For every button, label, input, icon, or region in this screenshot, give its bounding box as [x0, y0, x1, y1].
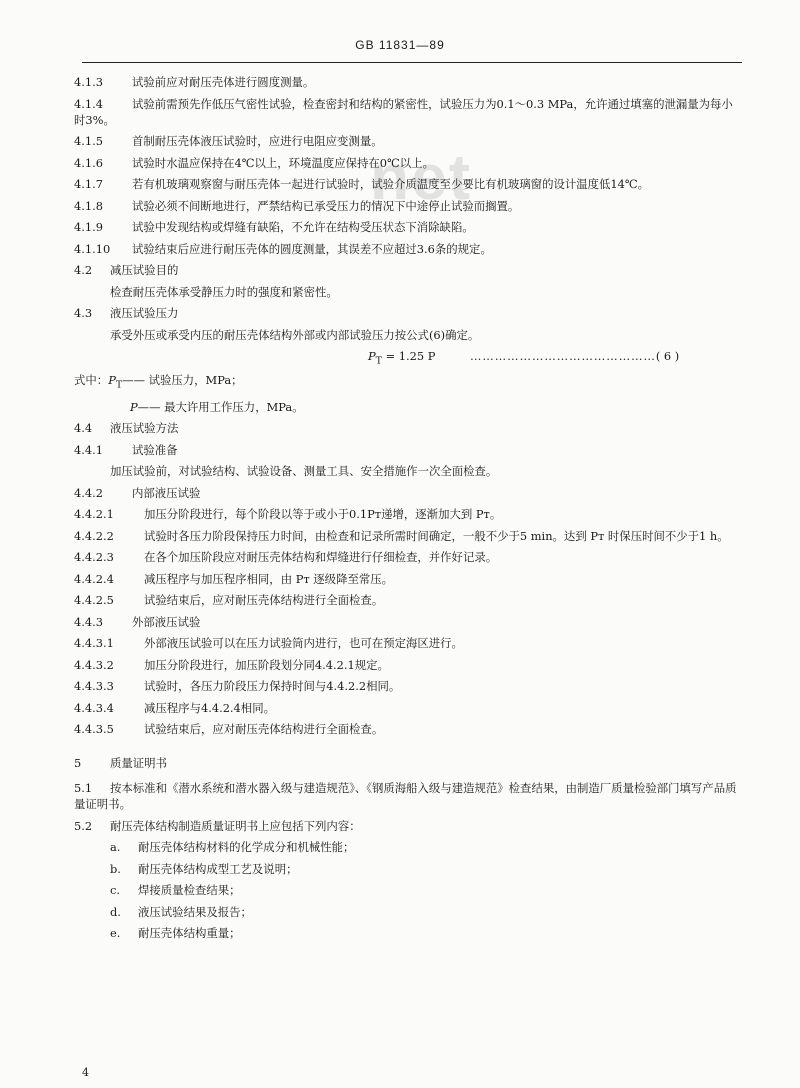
- clause-number: 4.4.2.3: [74, 550, 114, 565]
- formula-6: [74, 348, 744, 366]
- clause-line: [74, 528, 744, 544]
- clause-line: [74, 592, 744, 608]
- where-prefix: 式中：: [74, 373, 109, 387]
- clause-text: 内部液压试验: [132, 485, 201, 500]
- clause-number: 4.4.2.1: [74, 507, 114, 522]
- clause-line: [74, 284, 744, 300]
- clause-line: [74, 305, 744, 321]
- clause-line: [74, 549, 744, 565]
- clause-line: [74, 635, 744, 651]
- clause-text: 在各个加压阶段应对耐压壳体结构和焊缝进行仔细检查，并作好记录。: [144, 550, 498, 565]
- list-item-label: e.: [110, 926, 121, 941]
- list-item-label: c.: [110, 883, 121, 898]
- clause-text: 外部液压试验可以在压力试验筒内进行，也可在预定海区进行。: [144, 636, 463, 651]
- clause-number: 4.4.1: [74, 442, 103, 457]
- clause-line: [74, 241, 744, 257]
- document-body: [74, 74, 744, 947]
- clause-number: 4.4.3.4: [74, 700, 114, 715]
- clause-number: 4.1.4: [74, 96, 103, 111]
- clause-text: 承受外压或承受内压的耐压壳体结构外部或内部试验压力按公式(6)确定。: [110, 327, 480, 342]
- clause-text: 试验时，各压力阶段压力保持时间与4.4.2.2相同。: [144, 679, 401, 694]
- clause-5-1: 5.1 按本标准和《潜水系统和潜水器入级与建造规范》、《钢质海船入级与建造规范》检查结果，由制造厂质量检验部门填写产品质量证明书。: [74, 781, 737, 812]
- clause-number: 4.4.3.3: [74, 679, 114, 694]
- list-item-text: 耐压壳体结构材料的化学成分和机械性能；: [138, 840, 355, 855]
- clause-text: 若有机玻璃观察窗与耐压壳体一起进行试验时，试验介质温度至少要比有机玻璃窗的设计温度低14℃。: [132, 177, 650, 191]
- list-item: [74, 839, 744, 855]
- clause-line: [74, 721, 744, 737]
- clause-line: [74, 96, 744, 128]
- clause-number: 4.1.5: [74, 134, 103, 148]
- clause-line: [74, 198, 744, 214]
- clauses-4-1: [74, 74, 744, 343]
- list-item-label: a.: [110, 840, 121, 855]
- clause-number: 4.4.2.2: [74, 528, 114, 543]
- clause-text: 试验必须不间断地进行，严禁结构已承受压力的情况下中途停止试验而搁置。: [132, 198, 520, 213]
- clause-text: 试验前需预先作低压气密性试验，检查密封和结构的紧密性，试验压力为0.1～0.3 MPa，允许通过填塞的泄漏量为每小时3%。: [74, 96, 733, 127]
- standard-code-header: GB 11831—89: [355, 38, 445, 52]
- clause-number: 4.1.9: [74, 220, 103, 234]
- formula-expression: $P_T = 1.25$ P: [368, 349, 436, 367]
- clause-text: 加压分阶段进行，加压阶段划分同4.4.2.1规定。: [144, 657, 389, 672]
- clause-number: 4.4.3.2: [74, 657, 114, 672]
- clause-line: [74, 420, 744, 436]
- list-item: [74, 861, 744, 877]
- clauses-4-4: [74, 420, 744, 737]
- clause-text: 液压试验方法: [110, 421, 179, 436]
- clause-number: 4.2: [74, 263, 93, 277]
- clause-line: [74, 176, 744, 192]
- clause-number: 4.1.3: [74, 75, 103, 89]
- clause-text: 减压程序与4.4.2.4相同。: [144, 700, 275, 715]
- clause-number: 4.4.2.5: [74, 593, 114, 608]
- section-5-title: 5 质量证明书: [74, 755, 167, 770]
- clause-text: 试验结束后应进行耐压壳体的圆度测量，其误差不应超过3.6条的规定。: [132, 241, 492, 256]
- list-item: [74, 925, 744, 941]
- clause-text: 试验中发现结构或焊缝有缺陷，不允许在结构受压状态下消除缺陷。: [132, 220, 474, 234]
- list-item-text: 液压试验结果及报告；: [138, 904, 252, 919]
- clause-line: [74, 571, 744, 587]
- list-item-label: d.: [110, 904, 121, 919]
- clause-number: 4.4: [74, 421, 93, 436]
- clause-number: 4.1.10: [74, 241, 111, 256]
- clause-number: 4.1.8: [74, 198, 103, 213]
- clause-text: 外部液压试验: [132, 614, 201, 629]
- clause-line: [74, 155, 744, 171]
- clause-number: 4.3: [74, 306, 93, 320]
- formula-leader: ………………………………………( 6 ): [470, 349, 680, 363]
- clause-text: 加压分阶段进行，每个阶段以等于或小于0.1Pᴛ递增，逐渐加大到 Pᴛ。: [144, 507, 502, 522]
- clause-line: [74, 74, 744, 90]
- where-line-1: 式中：$P_T——$ 试验压力，MPa；: [74, 373, 243, 391]
- formula-number: ( 6 ): [655, 349, 680, 363]
- clause-text: 试验结束后，应对耐压壳体结构进行全面检查。: [144, 593, 384, 608]
- list-item-text: 耐压壳体结构成型工艺及说明；: [138, 861, 298, 876]
- clause-line: [74, 463, 744, 479]
- header-rule: [82, 62, 742, 63]
- clause-line: [74, 442, 744, 458]
- list-item-text: 耐压壳体结构重量；: [138, 926, 241, 941]
- clause-text: 试验准备: [132, 442, 178, 457]
- clause-line: [74, 485, 744, 501]
- contents-list: [74, 839, 744, 941]
- clause-number: 4.1.7: [74, 177, 103, 191]
- clause-number: 4.4.3: [74, 614, 103, 629]
- clause-text: 减压程序与加压程序相同，由 Pᴛ 逐级降至常压。: [144, 571, 394, 586]
- clause-line: [74, 133, 744, 149]
- clause-5-2: 5.2 耐压壳体结构制造质量证明书上应包括下列内容：: [74, 818, 361, 833]
- clause-text: 试验时各压力阶段保持压力时间，由检查和记录所需时间确定，一般不少于5 min。达到 Pᴛ 时保压时间不少于1 h。: [144, 528, 729, 543]
- clause-line: [74, 506, 744, 522]
- clause-number: 4.4.3.5: [74, 722, 114, 737]
- clause-line: [74, 614, 744, 630]
- clause-line: [74, 327, 744, 343]
- clause-text: 试验前应对耐压壳体进行圆度测量。: [132, 75, 315, 89]
- clause-number: 4.4.3.1: [74, 636, 114, 651]
- clause-line: [74, 678, 744, 694]
- clause-line: [74, 657, 744, 673]
- clause-line: [74, 219, 744, 235]
- clause-text: 检查耐压壳体承受静压力时的强度和紧密性。: [110, 284, 338, 299]
- list-item: [74, 904, 744, 920]
- clause-line: [74, 700, 744, 716]
- clause-number: 4.4.2: [74, 485, 103, 500]
- page-number: 4: [82, 1066, 89, 1079]
- list-item-label: b.: [110, 861, 121, 876]
- where-line-2: P—— 最大许用工作压力，MPa。: [130, 399, 304, 414]
- list-item-text: 焊接质量检查结果；: [138, 883, 241, 898]
- clause-text: 加压试验前，对试验结构、试验设备、测量工具、安全措施作一次全面检查。: [110, 464, 498, 479]
- clause-text: 试验结束后，应对耐压壳体结构进行全面检查。: [144, 722, 384, 737]
- list-item: [74, 882, 744, 898]
- clause-text: 试验时水温应保持在4℃以上，环境温度应保持在0℃以上。: [132, 155, 434, 170]
- clause-number: 4.1.6: [74, 155, 103, 170]
- clause-text: 减压试验目的: [110, 263, 179, 277]
- clause-line: [74, 262, 744, 278]
- watermark: net: [370, 141, 472, 213]
- clause-number: 4.4.2.4: [74, 571, 114, 586]
- clause-text: 液压试验压力: [110, 306, 179, 320]
- clause-text: 首制耐压壳体液压试验时，应进行电阻应变测量。: [132, 134, 383, 148]
